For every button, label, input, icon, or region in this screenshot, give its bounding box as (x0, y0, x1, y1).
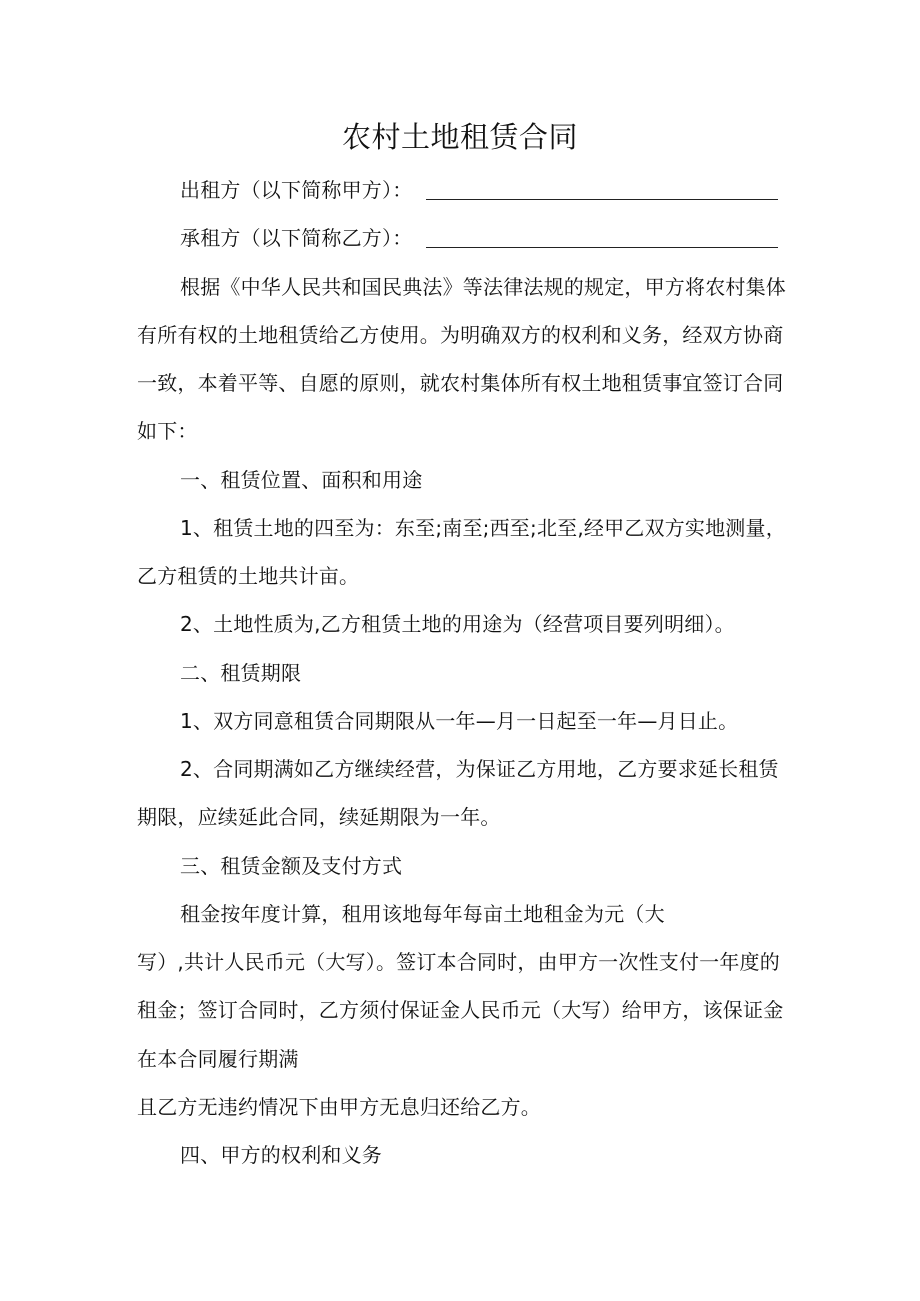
preamble-line: 根据《中华人民共和国民典法》等法律法规的规定，甲方将农村集体 (180, 274, 786, 299)
clause-line: 租金；签订合同时，乙方须付保证金人民币元（大写）给甲方，该保证金 (137, 998, 784, 1023)
section-heading: 四、甲方的权利和义务 (180, 1143, 382, 1167)
section-heading: 一、租赁位置、面积和用途 (180, 467, 423, 492)
party-lessee-label: 承租方（以下简称乙方）： (180, 226, 413, 251)
clause-line: 租金按年度计算，租用该地每年每亩土地租金为元（大 (180, 901, 665, 926)
document-title: 农村土地租赁合同 (341, 120, 578, 154)
clause-line: 且乙方无违约情况下由甲方无息归还给乙方。 (137, 1094, 541, 1119)
party-lessee-blank-field (426, 247, 778, 248)
section-heading: 三、租赁金额及支付方式 (180, 853, 403, 878)
section-heading: 二、租赁期限 (180, 660, 302, 685)
party-lessor-blank-field (426, 199, 778, 200)
clause-line: 乙方租赁的土地共计亩。 (137, 564, 360, 588)
preamble-line: 一致，本着平等、自愿的原则，就农村集体所有权土地租赁事宜签订合同 (137, 371, 784, 395)
document-body (137, 166, 857, 1179)
party-lessor-line (137, 166, 857, 214)
clause-line: 在本合同履行期满 (137, 1046, 299, 1071)
preamble-line: 如下： (137, 419, 198, 444)
clause-line: 2、土地性质为,乙方租赁土地的用途为（经营项目要列明细）。 (180, 612, 735, 637)
preamble-line: 有所有权的土地租赁给乙方使用。为明确双方的权利和义务，经双方协商 (137, 322, 784, 347)
party-lessee-line (137, 214, 857, 262)
clause-line: 写）,共计人民币元（大写）。签订本合同时，由甲方一次性支付一年度的 (137, 950, 780, 974)
clause-line: 1、租赁土地的四至为：东至;南至;西至;北至,经甲乙双方实地测量， (180, 515, 786, 540)
clause-line: 1、双方同意租赁合同期限从一年—月一日起至一年—月日止。 (180, 708, 739, 733)
party-lessor-label: 出租方（以下简称甲方）： (180, 178, 413, 202)
clause-line: 2、合同期满如乙方继续经营，为保证乙方用地，乙方要求延长租赁 (180, 757, 779, 781)
clause-line: 期限，应续延此合同，续延期限为一年。 (137, 805, 501, 830)
